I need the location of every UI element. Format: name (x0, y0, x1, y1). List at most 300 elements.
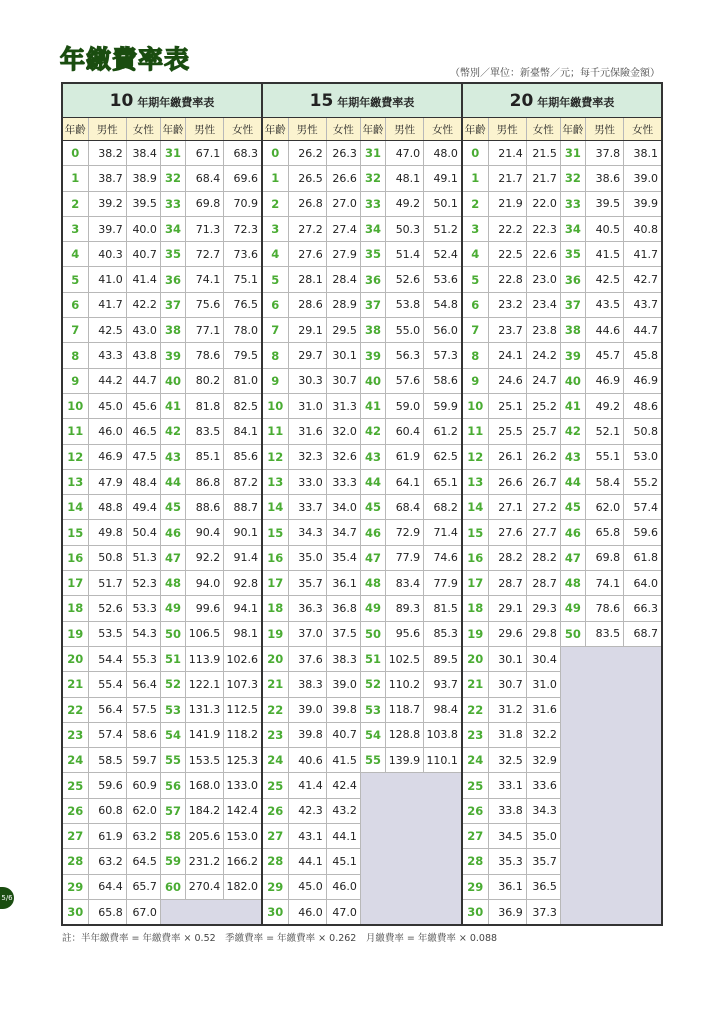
table-row (62, 621, 662, 646)
female-rate-cell: 39.8 (326, 697, 360, 722)
male-rate-cell: 55.1 (585, 444, 623, 469)
male-rate-cell: 139.9 (386, 748, 424, 773)
table-row (62, 242, 662, 267)
female-rate-cell: 29.5 (326, 318, 360, 343)
male-rate-cell: 21.7 (488, 166, 526, 191)
male-rate-cell: 49.2 (585, 393, 623, 418)
female-rate-cell: 52.3 (126, 571, 160, 596)
section-years: 20 (509, 90, 534, 111)
age-cell: 31 (560, 141, 585, 166)
female-rate-cell: 75.1 (224, 267, 262, 292)
age-cell: 6 (262, 292, 288, 317)
female-rate-cell: 133.0 (224, 773, 262, 798)
age-cell: 16 (62, 545, 88, 570)
male-rate-cell: 44.6 (585, 318, 623, 343)
section-years: 10 (109, 90, 134, 111)
age-cell: 20 (262, 646, 288, 671)
female-rate-cell: 142.4 (224, 798, 262, 823)
age-cell: 30 (262, 899, 288, 925)
female-rate-cell: 68.7 (624, 621, 662, 646)
age-cell: 32 (560, 166, 585, 191)
male-rate-cell: 39.2 (88, 191, 126, 216)
female-rate-cell: 68.3 (224, 141, 262, 166)
age-cell: 24 (62, 748, 88, 773)
male-rate-cell: 25.5 (488, 419, 526, 444)
age-cell: 21 (62, 672, 88, 697)
female-rate-cell: 84.1 (224, 419, 262, 444)
female-rate-cell: 59.7 (126, 748, 160, 773)
age-cell: 39 (160, 343, 185, 368)
column-header-row (62, 118, 662, 141)
age-cell: 11 (262, 419, 288, 444)
female-rate-cell: 27.0 (326, 191, 360, 216)
age-cell: 23 (62, 722, 88, 747)
female-rate-cell: 42.2 (126, 292, 160, 317)
age-cell: 17 (462, 571, 488, 596)
age-cell: 56 (160, 773, 185, 798)
male-rate-cell: 72.7 (186, 242, 224, 267)
female-rate-cell: 68.2 (424, 495, 462, 520)
male-rate-cell: 59.6 (88, 773, 126, 798)
column-header-male: 男性 (386, 118, 424, 141)
age-cell: 28 (62, 849, 88, 874)
male-rate-cell: 75.6 (186, 292, 224, 317)
male-rate-cell: 102.5 (386, 646, 424, 671)
section-title (462, 83, 662, 118)
male-rate-cell: 30.3 (288, 368, 326, 393)
empty-cell (360, 773, 462, 925)
age-cell: 22 (462, 697, 488, 722)
female-rate-cell: 112.5 (224, 697, 262, 722)
male-rate-cell: 50.8 (88, 545, 126, 570)
female-rate-cell: 81.0 (224, 368, 262, 393)
column-header-age: 年齡 (62, 118, 88, 141)
female-rate-cell: 48.0 (424, 141, 462, 166)
female-rate-cell: 59.9 (424, 393, 462, 418)
male-rate-cell: 44.2 (88, 368, 126, 393)
male-rate-cell: 49.8 (88, 520, 126, 545)
male-rate-cell: 39.0 (288, 697, 326, 722)
age-cell: 42 (560, 419, 585, 444)
age-cell: 4 (62, 242, 88, 267)
male-rate-cell: 40.6 (288, 748, 326, 773)
male-rate-cell: 40.5 (585, 216, 623, 241)
column-header-age: 年齡 (262, 118, 288, 141)
female-rate-cell: 56.0 (424, 318, 462, 343)
age-cell: 7 (62, 318, 88, 343)
age-cell: 38 (360, 318, 385, 343)
female-rate-cell: 22.0 (526, 191, 560, 216)
female-rate-cell: 23.0 (526, 267, 560, 292)
age-cell: 32 (360, 166, 385, 191)
female-rate-cell: 27.9 (326, 242, 360, 267)
female-rate-cell: 92.8 (224, 571, 262, 596)
male-rate-cell: 63.2 (88, 849, 126, 874)
male-rate-cell: 78.6 (585, 596, 623, 621)
age-cell: 49 (560, 596, 585, 621)
age-cell: 16 (262, 545, 288, 570)
age-cell: 19 (62, 621, 88, 646)
age-cell: 45 (360, 495, 385, 520)
male-rate-cell: 42.3 (288, 798, 326, 823)
age-cell: 20 (462, 646, 488, 671)
female-rate-cell: 43.7 (624, 292, 662, 317)
male-rate-cell: 231.2 (186, 849, 224, 874)
male-rate-cell: 43.5 (585, 292, 623, 317)
female-rate-cell: 36.5 (526, 874, 560, 899)
female-rate-cell: 40.7 (326, 722, 360, 747)
premium-rate-table (61, 82, 663, 926)
female-rate-cell: 31.6 (526, 697, 560, 722)
male-rate-cell: 26.1 (488, 444, 526, 469)
female-rate-cell: 47.0 (326, 899, 360, 925)
female-rate-cell: 35.4 (326, 545, 360, 570)
empty-cell (160, 899, 262, 925)
male-rate-cell: 77.9 (386, 545, 424, 570)
male-rate-cell: 49.2 (386, 191, 424, 216)
female-rate-cell: 107.3 (224, 672, 262, 697)
column-header-male: 男性 (585, 118, 623, 141)
male-rate-cell: 40.3 (88, 242, 126, 267)
page-title: 年繳費率表 (60, 45, 191, 74)
female-rate-cell: 41.5 (326, 748, 360, 773)
male-rate-cell: 39.5 (585, 191, 623, 216)
age-cell: 57 (160, 798, 185, 823)
male-rate-cell: 64.1 (386, 469, 424, 494)
female-rate-cell: 85.6 (224, 444, 262, 469)
male-rate-cell: 47.9 (88, 469, 126, 494)
age-cell: 4 (462, 242, 488, 267)
age-cell: 47 (360, 545, 385, 570)
male-rate-cell: 28.7 (488, 571, 526, 596)
table-row (62, 267, 662, 292)
age-cell: 54 (160, 722, 185, 747)
male-rate-cell: 45.7 (585, 343, 623, 368)
column-header-age: 年齡 (560, 118, 585, 141)
column-header-female: 女性 (326, 118, 360, 141)
male-rate-cell: 41.5 (585, 242, 623, 267)
female-rate-cell: 87.2 (224, 469, 262, 494)
table-row (62, 216, 662, 241)
male-rate-cell: 50.3 (386, 216, 424, 241)
female-rate-cell: 45.1 (326, 849, 360, 874)
age-cell: 55 (160, 748, 185, 773)
female-rate-cell: 27.2 (526, 495, 560, 520)
section-title (262, 83, 462, 118)
age-cell: 43 (560, 444, 585, 469)
male-rate-cell: 57.6 (386, 368, 424, 393)
table-row (62, 368, 662, 393)
male-rate-cell: 106.5 (186, 621, 224, 646)
age-cell: 12 (262, 444, 288, 469)
age-cell: 5 (462, 267, 488, 292)
age-cell: 40 (560, 368, 585, 393)
male-rate-cell: 31.0 (288, 393, 326, 418)
female-rate-cell: 32.2 (526, 722, 560, 747)
male-rate-cell: 37.6 (288, 646, 326, 671)
female-rate-cell: 39.9 (624, 191, 662, 216)
male-rate-cell: 33.8 (488, 798, 526, 823)
male-rate-cell: 26.5 (288, 166, 326, 191)
male-rate-cell: 72.9 (386, 520, 424, 545)
female-rate-cell: 77.9 (424, 571, 462, 596)
male-rate-cell: 90.4 (186, 520, 224, 545)
age-cell: 39 (560, 343, 585, 368)
male-rate-cell: 31.2 (488, 697, 526, 722)
female-rate-cell: 23.8 (526, 318, 560, 343)
male-rate-cell: 153.5 (186, 748, 224, 773)
male-rate-cell: 32.3 (288, 444, 326, 469)
male-rate-cell: 30.7 (488, 672, 526, 697)
male-rate-cell: 74.1 (585, 571, 623, 596)
age-cell: 3 (62, 216, 88, 241)
table-row (62, 166, 662, 191)
age-cell: 9 (462, 368, 488, 393)
age-cell: 52 (160, 672, 185, 697)
female-rate-cell: 45.8 (624, 343, 662, 368)
female-rate-cell: 51.3 (126, 545, 160, 570)
male-rate-cell: 32.5 (488, 748, 526, 773)
column-header-female: 女性 (424, 118, 462, 141)
age-cell: 11 (462, 419, 488, 444)
age-cell: 2 (462, 191, 488, 216)
age-cell: 16 (462, 545, 488, 570)
female-rate-cell: 45.6 (126, 393, 160, 418)
male-rate-cell: 23.7 (488, 318, 526, 343)
male-rate-cell: 46.0 (88, 419, 126, 444)
male-rate-cell: 80.2 (186, 368, 224, 393)
female-rate-cell: 26.3 (326, 141, 360, 166)
age-cell: 50 (160, 621, 185, 646)
male-rate-cell: 42.5 (585, 267, 623, 292)
age-cell: 7 (262, 318, 288, 343)
female-rate-cell: 29.3 (526, 596, 560, 621)
female-rate-cell: 23.4 (526, 292, 560, 317)
female-rate-cell: 82.5 (224, 393, 262, 418)
female-rate-cell: 73.6 (224, 242, 262, 267)
male-rate-cell: 88.6 (186, 495, 224, 520)
age-cell: 14 (262, 495, 288, 520)
age-cell: 30 (62, 899, 88, 925)
female-rate-cell: 27.7 (526, 520, 560, 545)
female-rate-cell: 50.1 (424, 191, 462, 216)
female-rate-cell: 102.6 (224, 646, 262, 671)
male-rate-cell: 39.8 (288, 722, 326, 747)
female-rate-cell: 38.3 (326, 646, 360, 671)
male-rate-cell: 27.6 (288, 242, 326, 267)
age-cell: 14 (462, 495, 488, 520)
male-rate-cell: 36.1 (488, 874, 526, 899)
age-cell: 17 (262, 571, 288, 596)
male-rate-cell: 270.4 (186, 874, 224, 899)
female-rate-cell: 33.6 (526, 773, 560, 798)
column-header-age: 年齡 (160, 118, 185, 141)
column-header-male: 男性 (186, 118, 224, 141)
female-rate-cell: 125.3 (224, 748, 262, 773)
age-cell: 1 (462, 166, 488, 191)
male-rate-cell: 83.5 (585, 621, 623, 646)
female-rate-cell: 69.6 (224, 166, 262, 191)
female-rate-cell: 28.4 (326, 267, 360, 292)
table-row (62, 596, 662, 621)
table-row (62, 191, 662, 216)
age-cell: 46 (160, 520, 185, 545)
age-cell: 25 (462, 773, 488, 798)
age-cell: 46 (360, 520, 385, 545)
age-cell: 10 (62, 393, 88, 418)
male-rate-cell: 118.7 (386, 697, 424, 722)
female-rate-cell: 70.9 (224, 191, 262, 216)
column-header-male: 男性 (88, 118, 126, 141)
male-rate-cell: 53.8 (386, 292, 424, 317)
male-rate-cell: 41.0 (88, 267, 126, 292)
male-rate-cell: 33.7 (288, 495, 326, 520)
male-rate-cell: 28.1 (288, 267, 326, 292)
age-cell: 19 (262, 621, 288, 646)
age-cell: 26 (62, 798, 88, 823)
age-cell: 8 (262, 343, 288, 368)
age-cell: 7 (462, 318, 488, 343)
male-rate-cell: 38.7 (88, 166, 126, 191)
unit-note: （幣別／單位：新臺幣／元；每千元保險金額） (450, 68, 660, 79)
age-cell: 41 (560, 393, 585, 418)
female-rate-cell: 26.7 (526, 469, 560, 494)
male-rate-cell: 62.0 (585, 495, 623, 520)
age-cell: 25 (62, 773, 88, 798)
age-cell: 29 (462, 874, 488, 899)
female-rate-cell: 93.7 (424, 672, 462, 697)
female-rate-cell: 28.7 (526, 571, 560, 596)
age-cell: 44 (560, 469, 585, 494)
male-rate-cell: 52.6 (88, 596, 126, 621)
age-cell: 50 (560, 621, 585, 646)
age-cell: 45 (560, 495, 585, 520)
age-cell: 23 (462, 722, 488, 747)
age-cell: 47 (560, 545, 585, 570)
male-rate-cell: 29.6 (488, 621, 526, 646)
female-rate-cell: 52.4 (424, 242, 462, 267)
female-rate-cell: 64.5 (126, 849, 160, 874)
table-row (62, 495, 662, 520)
female-rate-cell: 30.1 (326, 343, 360, 368)
female-rate-cell: 30.7 (326, 368, 360, 393)
column-header-male: 男性 (488, 118, 526, 141)
male-rate-cell: 44.1 (288, 849, 326, 874)
female-rate-cell: 55.2 (624, 469, 662, 494)
male-rate-cell: 83.4 (386, 571, 424, 596)
female-rate-cell: 21.7 (526, 166, 560, 191)
male-rate-cell: 30.1 (488, 646, 526, 671)
age-cell: 5 (62, 267, 88, 292)
female-rate-cell: 37.5 (326, 621, 360, 646)
female-rate-cell: 65.1 (424, 469, 462, 494)
age-cell: 28 (462, 849, 488, 874)
section-title (62, 83, 262, 118)
female-rate-cell: 35.7 (526, 849, 560, 874)
female-rate-cell: 34.3 (526, 798, 560, 823)
female-rate-cell: 21.5 (526, 141, 560, 166)
table-row (62, 292, 662, 317)
female-rate-cell: 22.6 (526, 242, 560, 267)
age-cell: 40 (360, 368, 385, 393)
male-rate-cell: 35.3 (488, 849, 526, 874)
male-rate-cell: 25.1 (488, 393, 526, 418)
female-rate-cell: 50.4 (126, 520, 160, 545)
male-rate-cell: 83.5 (186, 419, 224, 444)
age-cell: 37 (160, 292, 185, 317)
age-cell: 36 (560, 267, 585, 292)
male-rate-cell: 39.7 (88, 216, 126, 241)
age-cell: 0 (462, 141, 488, 166)
female-rate-cell: 49.1 (424, 166, 462, 191)
male-rate-cell: 94.0 (186, 571, 224, 596)
age-cell: 12 (62, 444, 88, 469)
male-rate-cell: 60.8 (88, 798, 126, 823)
male-rate-cell: 26.6 (488, 469, 526, 494)
male-rate-cell: 24.6 (488, 368, 526, 393)
age-cell: 53 (160, 697, 185, 722)
male-rate-cell: 184.2 (186, 798, 224, 823)
male-rate-cell: 27.2 (288, 216, 326, 241)
age-cell: 14 (62, 495, 88, 520)
male-rate-cell: 38.6 (585, 166, 623, 191)
male-rate-cell: 71.3 (186, 216, 224, 241)
female-rate-cell: 43.8 (126, 343, 160, 368)
table-row (62, 469, 662, 494)
column-header-male: 男性 (288, 118, 326, 141)
female-rate-cell: 25.7 (526, 419, 560, 444)
male-rate-cell: 61.9 (88, 824, 126, 849)
age-cell: 44 (160, 469, 185, 494)
female-rate-cell: 61.2 (424, 419, 462, 444)
female-rate-cell: 53.3 (126, 596, 160, 621)
female-rate-cell: 25.2 (526, 393, 560, 418)
section-label: 年期年繳費率表 (537, 95, 615, 109)
female-rate-cell: 43.2 (326, 798, 360, 823)
female-rate-cell: 40.8 (624, 216, 662, 241)
column-header-female: 女性 (224, 118, 262, 141)
male-rate-cell: 33.0 (288, 469, 326, 494)
male-rate-cell: 51.7 (88, 571, 126, 596)
female-rate-cell: 26.2 (526, 444, 560, 469)
male-rate-cell: 21.9 (488, 191, 526, 216)
age-cell: 11 (62, 419, 88, 444)
age-cell: 58 (160, 824, 185, 849)
footnote: 註：半年繳費率 = 年繳費率 × 0.52 季繳費率 = 年繳費率 × 0.262 月繳費率 = 年繳費率 × 0.088 (62, 933, 498, 944)
female-rate-cell: 58.6 (126, 722, 160, 747)
female-rate-cell: 36.8 (326, 596, 360, 621)
age-cell: 22 (262, 697, 288, 722)
age-cell: 27 (462, 824, 488, 849)
male-rate-cell: 47.0 (386, 141, 424, 166)
male-rate-cell: 22.8 (488, 267, 526, 292)
male-rate-cell: 55.4 (88, 672, 126, 697)
age-cell: 37 (560, 292, 585, 317)
section-years: 15 (309, 90, 334, 111)
age-cell: 42 (360, 419, 385, 444)
female-rate-cell: 27.4 (326, 216, 360, 241)
female-rate-cell: 90.1 (224, 520, 262, 545)
male-rate-cell: 41.4 (288, 773, 326, 798)
female-rate-cell: 46.5 (126, 419, 160, 444)
age-cell: 12 (462, 444, 488, 469)
female-rate-cell: 38.1 (624, 141, 662, 166)
female-rate-cell: 60.9 (126, 773, 160, 798)
age-cell: 34 (560, 216, 585, 241)
age-cell: 15 (262, 520, 288, 545)
column-header-female: 女性 (624, 118, 662, 141)
age-cell: 5 (262, 267, 288, 292)
